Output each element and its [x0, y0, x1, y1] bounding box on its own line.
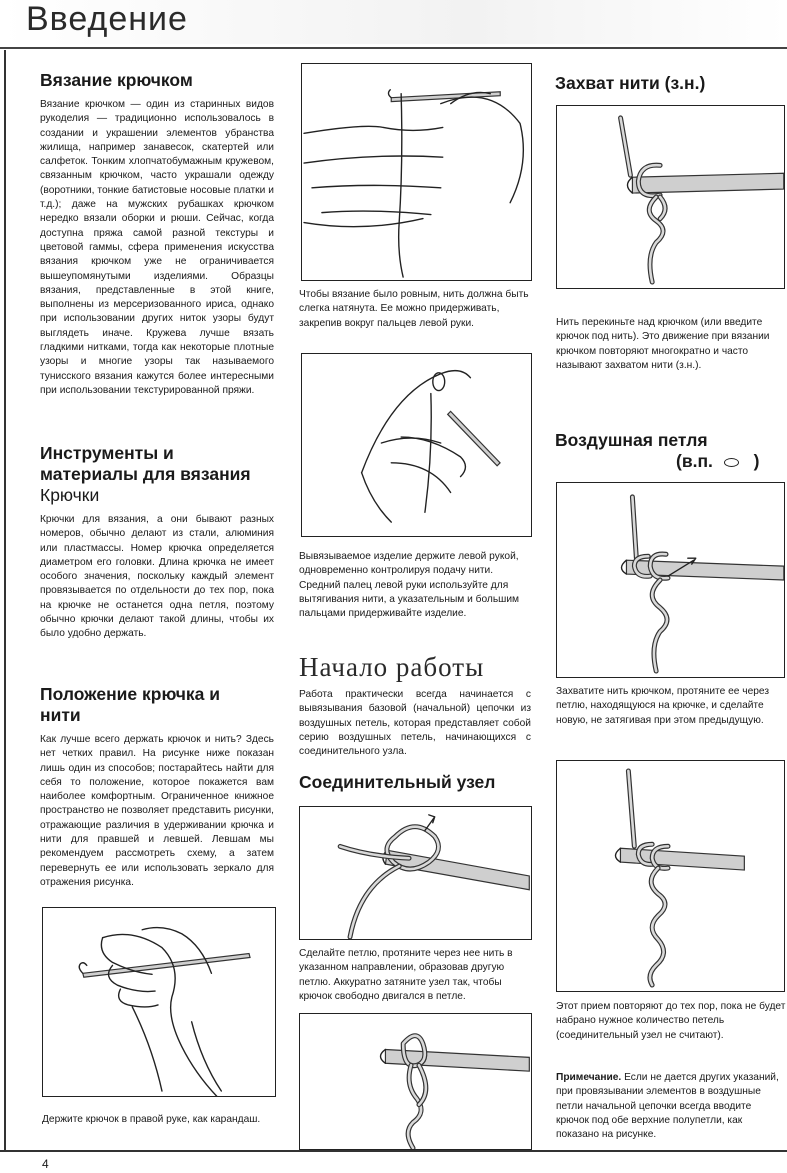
section-tools: [40, 443, 274, 642]
heading-position: Положение крючка и нити: [40, 684, 221, 725]
text-start: Работа практически всегда начинается с вывязывания базовой (начальной) цепочки из воздушных петель, которая представляет собой серию воздушных петель, начинающихся с соединительного узла.: [299, 689, 531, 758]
page-number: 4: [42, 1157, 49, 1171]
figure-chain-1: [556, 482, 785, 678]
heading-slip-knot: Соединительный узел: [299, 772, 496, 792]
figure-hold-work: [301, 353, 532, 537]
text-position: Как лучше всего держать крючок и нить? Здесь нет четких правил. На рисунке ниже показан лишь один из способов; постарайтесь найти для себя то положение, которое покажется вам наиболее комфортным. Ограниченное книжное пространство не позволяет представить рисунки, отражающие различия в удерживании крючка и нити для правшей и левшей. Левшам мы рекомендуем рассмотреть схему, а затем перевернуть ее или использовать зеркало для отражения рисунка.: [40, 734, 274, 888]
heading-chain: Воздушная петля: [555, 430, 708, 450]
header-rule: [0, 47, 787, 49]
section-position: [40, 684, 274, 890]
heading-crochet: Вязание крючком: [40, 70, 193, 90]
heading-tools: Инструменты и материалы для вязания: [40, 443, 251, 484]
figure-hold-hook: [42, 907, 276, 1097]
chain-abbr-open: (в.п.: [676, 451, 713, 471]
chain-symbol-icon: [724, 458, 739, 467]
figure-yarn-tension: [301, 63, 532, 281]
caption-chain-2: Этот прием повторяют до тех пор, пока не будет набрано нужное количество петель (соединительный узел не считают).: [556, 1001, 786, 1041]
page-title: Введение: [26, 0, 188, 38]
caption-hold-hook: Держите крючок в правой руке, как карандаш.: [42, 1114, 261, 1125]
figure-yarn-over: [556, 105, 785, 289]
figure-slip-knot-on-hook: [299, 1013, 532, 1150]
figure-slip-knot: [299, 806, 532, 940]
note: [556, 1071, 787, 1142]
caption-slip-knot: Сделайте петлю, протяните через нее нить в указанном направлении, образовав другую петлю. Аккуратно затяните узел так, чтобы крючок свободно двигался в петле.: [299, 948, 513, 1002]
section-crochet: [40, 70, 274, 398]
heading-start: Начало работы: [299, 652, 485, 682]
note-label: Примечание.: [556, 1072, 622, 1083]
note-text: Если не дается других указаний, при провязывании элементов в воздушные петли начальной цепочки всегда вводите крючок под обе верхние полупетли, как показано на рисунке.: [556, 1072, 779, 1141]
heading-yarn-over: Захват нити (з.н.): [555, 73, 706, 93]
bottom-rule: [0, 1150, 787, 1152]
figure-chain-2: [556, 760, 785, 992]
caption-yarn-tension: Чтобы вязание было ровным, нить должна быть слегка натянута. Ее можно придерживать, закрепив вокруг пальцев левой руки.: [299, 289, 529, 329]
subheading-hooks: Крючки: [40, 485, 100, 505]
chain-abbreviation: [676, 451, 759, 472]
caption-yarn-over: Нить перекиньте над крючком (или введите крючок под нить). Это движение при вязании крючком повторяют многократно и часто называют захватом нити (з.н.).: [556, 317, 770, 371]
text-crochet: Вязание крючком — один из старинных видов рукоделия — традиционно использовалось в создании и украшении элементов убранства жилища, например занавесок, скатертей или салфеток. Тонким хлопчатобумажным кружевом, связанным крючком, часто украшали одежду (воротники, тонкие батистовые носовые платки и т.д.); даже на мужских рубашках крючком нередко вязали оборки и рюши. Сейчас, когда доступна пряжа самой разной текстуры и цветовой гаммы, сфера применения искусства вязания крючком уже не ограничивается вышеупомянутыми изделиями. Образцы вязания, представленные в этой книге, выполнены из мерсеризованного ириса, однако при использовании других ниток узоры будут выглядеть иначе. Кружева лучше вязать гладкими нитками, тогда как некоторые плотные узоры и многие узоры так называемого тунисского вязания кажутся более интересными при использовании текстурированной пряжи.: [40, 99, 274, 396]
caption-chain-1: Захватите нить крючком, протяните ее через петлю, находящуюся на крючке, и сделайте новую, не затягивая при этом предыдущую.: [556, 686, 770, 726]
caption-hold-work: Вывязываемое изделие держите левой рукой, одновременно контролируя подачу нити. Средний палец левой руки используйте для вытягивания нити, а указательным и большим пальцами придерживайте изделие.: [299, 551, 520, 620]
left-margin-rule: [4, 50, 6, 1150]
chain-abbr-close: ): [753, 451, 760, 471]
text-tools: Крючки для вязания, а они бывают разных номеров, обычно делают из стали, алюминия или пластмассы. Номер крючка определяется диаметром его головки. Длина крючка не имеет особого значения, поскольку каждый элемент провязывается по отдельности до тех пор, пока на крючке не останется одна петля, поэтому обычно крючки делают такой длины, чтобы их было удобно держать.: [40, 514, 274, 640]
